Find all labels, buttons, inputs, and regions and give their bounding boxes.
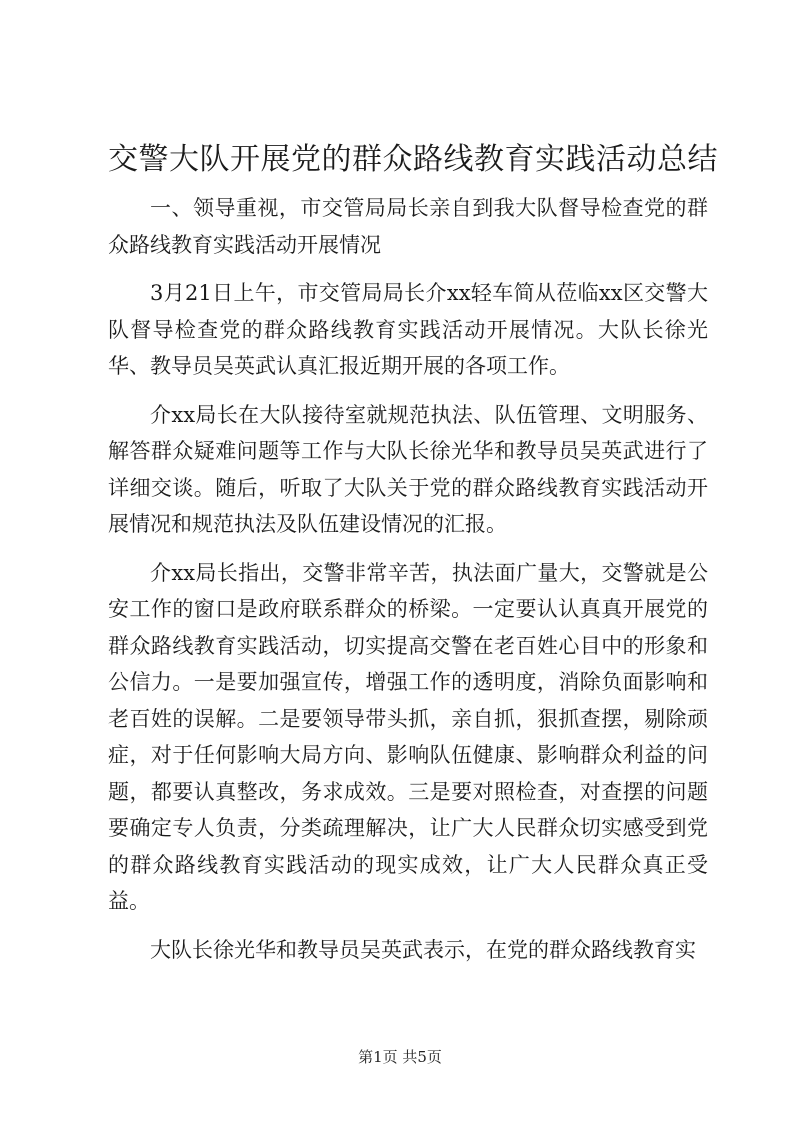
paragraph-section-heading: 一、领导重视，市交管局局长亲自到我大队督导检查党的群众路线教育实践活动开展情况 xyxy=(108,196,708,257)
paragraph-visit-date: 3月21日上午，市交管局局长介xx轻车简从莅临xx区交警大队督导检查党的群众路线教育实践活动开展情况。大队长徐光华、教导员吴英武认真汇报近期开展的各项工作。 xyxy=(108,281,708,378)
paragraph-response: 大队长徐光华和教导员吴英武表示，在党的群众路线教育实 xyxy=(150,937,696,962)
document-body xyxy=(108,190,708,980)
document-title: 交警大队开展党的群众路线教育实践活动总结 xyxy=(108,142,718,177)
paragraph-discussion: 介xx局长在大队接待室就规范执法、队伍管理、文明服务、解答群众疑难问题等工作与大队长徐光华和教导员吴英武进行了详细交谈。随后，听取了大队关于党的群众路线教育实践活动开展情况和规范执法及队伍建设情况的汇报。 xyxy=(108,402,708,536)
paragraph-director-remarks: 介xx局长指出，交警非常辛苦，执法面广量大，交警就是公安工作的窗口是政府联系群众的桥梁。一定要认认真真开展党的群众路线教育实践活动，切实提高交警在老百姓心目中的形象和公信力。一是要加强宣传，增强工作的透明度，消除负面影响和老百姓的误解。二是要领导带头抓，亲自抓，狠抓查摆，剔除顽症，对于任何影响大局方向、影响队伍健康、影响群众利益的问题，都要认真整改，务求成效。三是要对照检查，对查摆的问题要确定专人负责，分类疏理解决，让广大人民群众切实感受到党的群众路线教育实践活动的现实成效，让广大人民群众真正受益。 xyxy=(108,560,708,913)
page-number: 第1页 共5页 xyxy=(358,1048,442,1066)
